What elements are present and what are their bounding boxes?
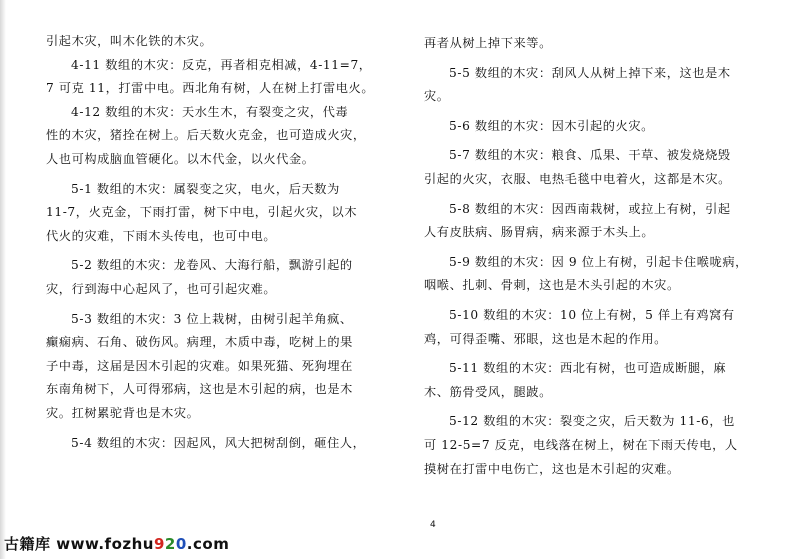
text-line: 再者从树上掉下来等。 bbox=[424, 36, 552, 50]
text-line: 人有皮肤病、肠胃病，病来源于木头上。 bbox=[424, 225, 655, 240]
text-line: 可 12-5=7 反克，电线落在树上，树在下雨天传电，人 bbox=[424, 437, 738, 452]
text-line: 代火的灾难，下雨木头传电，也可中电。 bbox=[46, 228, 277, 243]
watermark-url-suffix: .com bbox=[186, 535, 230, 553]
scan-edge-shadow bbox=[0, 0, 6, 559]
text-line: 癫痫病、石角、破伤风。病理，木质中毒，吃树上的果 bbox=[46, 335, 353, 350]
watermark-url-prefix: www.fozhu bbox=[56, 535, 154, 553]
watermark-url-digit: 2 bbox=[164, 535, 176, 553]
text-line: 灾。扛树累驼背也是木灾。 bbox=[46, 405, 200, 420]
left-text-column bbox=[46, 30, 390, 455]
text-line: 子中毒，这届是因木引起的灾难。如果死猫、死狗埋在 bbox=[46, 358, 353, 373]
text-line: 5-1 数组的木灾：属裂变之灾，电火，后天数为 bbox=[71, 181, 340, 196]
text-line: 5-11 数组的木灾：西北有树，也可造成断腿，麻 bbox=[449, 361, 727, 376]
text-line: 灾。 bbox=[424, 89, 450, 104]
text-line: 4-11 数组的木灾：反克，再者相克相减，4-11=7， bbox=[71, 57, 372, 72]
text-line: 4-12 数组的木灾：天水生木，有裂变之灾，代毒 bbox=[71, 104, 349, 119]
text-line: 人也可构成脑血管硬化。以木代金，以火代金。 bbox=[46, 151, 315, 166]
text-line: 5-4 数组的木灾：因起风，风大把树刮倒，砸住人， bbox=[71, 435, 366, 450]
watermark-name: 古籍库 bbox=[4, 535, 51, 553]
text-line: 5-8 数组的木灾：因西南栽树，或拉上有树，引起 bbox=[449, 201, 731, 216]
text-line: 5-3 数组的木灾：3 位上栽树，由树引起羊角疯、 bbox=[71, 311, 353, 326]
site-watermark bbox=[4, 533, 229, 554]
text-line: 5-10 数组的木灾：10 位上有树，5 佯上有鸡窝有 bbox=[449, 307, 735, 322]
page-number: 4 bbox=[430, 520, 436, 530]
text-line: 5-7 数组的木灾：粮食、瓜果、干草、被发烧烧毁 bbox=[449, 148, 731, 163]
text-line: 咽喉、扎刺、骨刺，这也是木头引起的木灾。 bbox=[424, 278, 680, 293]
text-line: 5-12 数组的木灾：裂变之灾，后天数为 11-6，也 bbox=[449, 414, 735, 429]
text-line: 引起的火灾，衣服、电热毛毯中电着火，这都是木灾。 bbox=[424, 171, 731, 186]
text-line: 木、筋骨受风，腿跛。 bbox=[424, 384, 552, 399]
text-line: 灾，行到海中心起风了，也可引起灾难。 bbox=[46, 281, 277, 296]
text-line: 性的木灾，猪拴在树上。后天数火克金，也可造成火灾， bbox=[46, 128, 366, 143]
text-line: 5-5 数组的木灾：刮风人从树上掉下来，这也是木 bbox=[449, 65, 731, 80]
text-line: 5-2 数组的木灾：龙卷风、大海行船，飘游引起的 bbox=[71, 258, 353, 273]
text-line: 鸡，可得歪嘴、邪眼，这也是木起的作用。 bbox=[424, 331, 667, 346]
text-line: 5-9 数组的木灾：因 9 位上有树，引起卡住喉咙病， bbox=[449, 254, 748, 269]
right-text-column bbox=[424, 32, 764, 481]
text-line: 摸树在打雷中电伤亡，这也是木引起的灾难。 bbox=[424, 461, 680, 476]
text-line: 引起木灾，叫木化铁的木灾。 bbox=[46, 34, 213, 48]
text-line: 5-6 数组的木灾：因木引起的火灾。 bbox=[449, 118, 654, 133]
watermark-url bbox=[56, 535, 229, 553]
text-line: 东南角树下，人可得邪病，这也是木引起的病，也是木 bbox=[46, 382, 353, 397]
text-line: 11-7，火克金，下雨打雷，树下中电，引起火灾，以木 bbox=[46, 205, 358, 220]
watermark-url-digit: 0 bbox=[175, 535, 187, 553]
watermark-url-digit: 9 bbox=[153, 535, 165, 553]
text-line: 7 可克 11，打雷中电。西北角有树，人在树上打雷电火。 bbox=[46, 81, 375, 96]
